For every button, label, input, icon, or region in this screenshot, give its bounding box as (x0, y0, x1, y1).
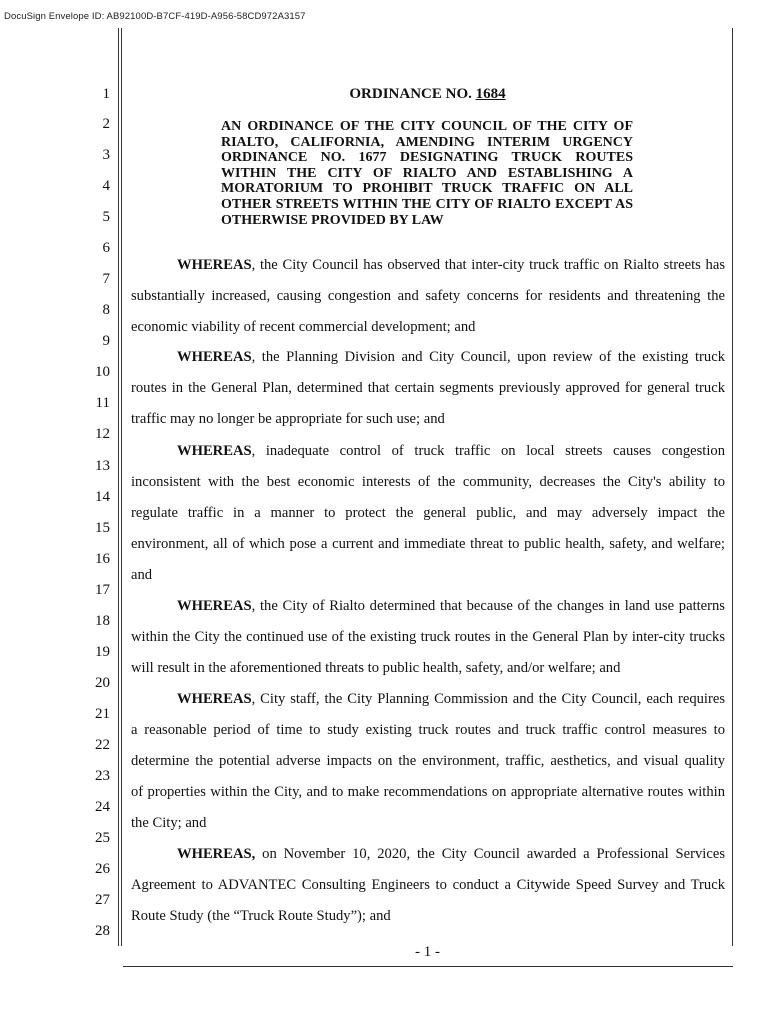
line-number: 21 (95, 706, 110, 722)
text-line (131, 752, 725, 770)
whereas-keyword: WHEREAS, (177, 846, 256, 862)
line-number: 7 (102, 271, 110, 287)
line-text: and (131, 567, 153, 583)
ordinance-title (120, 86, 735, 103)
ordinance-number: 1684 (475, 86, 506, 102)
line-text: a reasonable period of time to study existing truck routes and truck traffic control measures to (131, 722, 725, 738)
docusign-envelope-id: DocuSign Envelope ID: AB92100D-B7CF-419D-A956-58CD972A3157 (4, 11, 306, 22)
text-line (177, 845, 725, 863)
text-line (131, 566, 725, 584)
footer-rule (123, 966, 733, 967)
page-number: - 1 - (415, 944, 440, 960)
line-text: , the City Council has observed that inter-city truck traffic on Rialto streets has (251, 257, 725, 273)
line-number: 6 (102, 240, 110, 256)
line-number: 5 (102, 209, 110, 225)
whereas-keyword: WHEREAS (177, 349, 252, 365)
whereas-keyword: WHEREAS (177, 691, 252, 707)
line-text: of properties within the City, and to make recommendations on appropriate alternative routes within (131, 784, 725, 800)
line-text: within the City the continued use of the existing truck routes in the General Plan by inter-city trucks (131, 629, 725, 645)
line-number: 20 (95, 675, 110, 691)
text-line (131, 721, 725, 739)
line-number: 22 (95, 737, 110, 753)
line-text: on November 10, 2020, the City Council awarded a Professional Services (255, 846, 725, 862)
line-text: inconsistent with the best economic interests of the community, decreases the City's ability to (131, 474, 725, 490)
text-line (177, 597, 725, 615)
text-line (131, 628, 725, 646)
line-text: Agreement to ADVANTEC Consulting Engineers to conduct a Citywide Speed Survey and Truck (131, 877, 725, 893)
whereas-keyword: WHEREAS (177, 257, 252, 273)
line-number: 18 (95, 613, 110, 629)
text-line (131, 907, 725, 925)
title-prefix: ORDINANCE NO. (349, 86, 476, 102)
line-number: 16 (95, 551, 110, 567)
line-text: the City; and (131, 815, 207, 831)
line-number: 12 (95, 426, 110, 442)
text-line (131, 504, 725, 522)
line-number: 27 (95, 892, 110, 908)
right-margin-rule (732, 28, 733, 946)
line-number: 13 (95, 458, 110, 474)
line-number: 15 (95, 520, 110, 536)
ordinance-caption: AN ORDINANCE OF THE CITY COUNCIL OF THE CITY OF RIALTO, CALIFORNIA, AMENDING INTERIM URGENCY ORDINANCE NO. 1677 DESIGNATING TRUCK ROUTES WITHIN THE CITY OF RIALTO AND ESTABLISHING A MORATORIUM TO PROHIBIT TRUCK TRAFFIC ON ALL OTHER STREETS WITHIN THE CITY OF RIALTO EXCEPT AS OTHERWISE PROVIDED BY LAW (221, 119, 633, 228)
line-number: 10 (95, 364, 110, 380)
text-line (131, 410, 725, 428)
text-line (131, 876, 725, 894)
left-margin-rule-2 (121, 28, 122, 946)
text-line (177, 256, 725, 274)
line-text: regulate traffic in a manner to protect the general public, and may adversely impact the (131, 505, 725, 521)
line-text: , City staff, the City Planning Commission and the City Council, each requires (251, 691, 725, 707)
text-line (131, 379, 725, 397)
line-number: 24 (95, 799, 110, 815)
text-line (131, 535, 725, 553)
line-text: Route Study (the “Truck Route Study”); and (131, 908, 391, 924)
line-text: determine the potential adverse impacts on the environment, traffic, aesthetics, and visual quality (131, 753, 725, 769)
line-text: environment, all of which pose a current and immediate threat to public health, safety, and welfare; (131, 536, 725, 552)
line-text: routes in the General Plan, determined that certain segments previously approved for general truck (131, 380, 725, 396)
line-number: 28 (95, 923, 110, 939)
line-number: 8 (102, 302, 110, 318)
line-number: 4 (102, 178, 110, 194)
line-number: 1 (102, 86, 110, 102)
text-line (177, 442, 725, 460)
text-line (131, 473, 725, 491)
text-line (131, 783, 725, 801)
left-margin-rule-1 (118, 28, 119, 946)
line-text: economic viability of recent commercial development; and (131, 319, 476, 335)
line-number: 3 (102, 147, 110, 163)
line-number: 26 (95, 861, 110, 877)
whereas-keyword: WHEREAS (177, 598, 252, 614)
line-text: substantially increased, causing congestion and safety concerns for residents and threatening the (131, 288, 725, 304)
line-text: traffic may no longer be appropriate for such use; and (131, 411, 445, 427)
text-line (131, 318, 725, 336)
text-line (177, 348, 725, 366)
text-line (131, 814, 725, 832)
line-number: 2 (102, 116, 110, 132)
line-number: 23 (95, 768, 110, 784)
line-text: , inadequate control of truck traffic on local streets causes congestion (251, 443, 725, 459)
text-line (131, 287, 725, 305)
text-line (177, 690, 725, 708)
whereas-keyword: WHEREAS (177, 443, 252, 459)
line-number: 11 (95, 395, 110, 411)
line-number: 14 (95, 489, 110, 505)
line-text: , the Planning Division and City Council, upon review of the existing truck (251, 349, 725, 365)
line-number: 25 (95, 830, 110, 846)
line-number: 19 (95, 644, 110, 660)
text-line (131, 659, 725, 677)
line-number: 9 (102, 333, 110, 349)
line-number: 17 (95, 582, 110, 598)
line-text: will result in the aforementioned threats to public health, safety, and/or welfare; and (131, 660, 621, 676)
line-text: , the City of Rialto determined that because of the changes in land use patterns (251, 598, 725, 614)
